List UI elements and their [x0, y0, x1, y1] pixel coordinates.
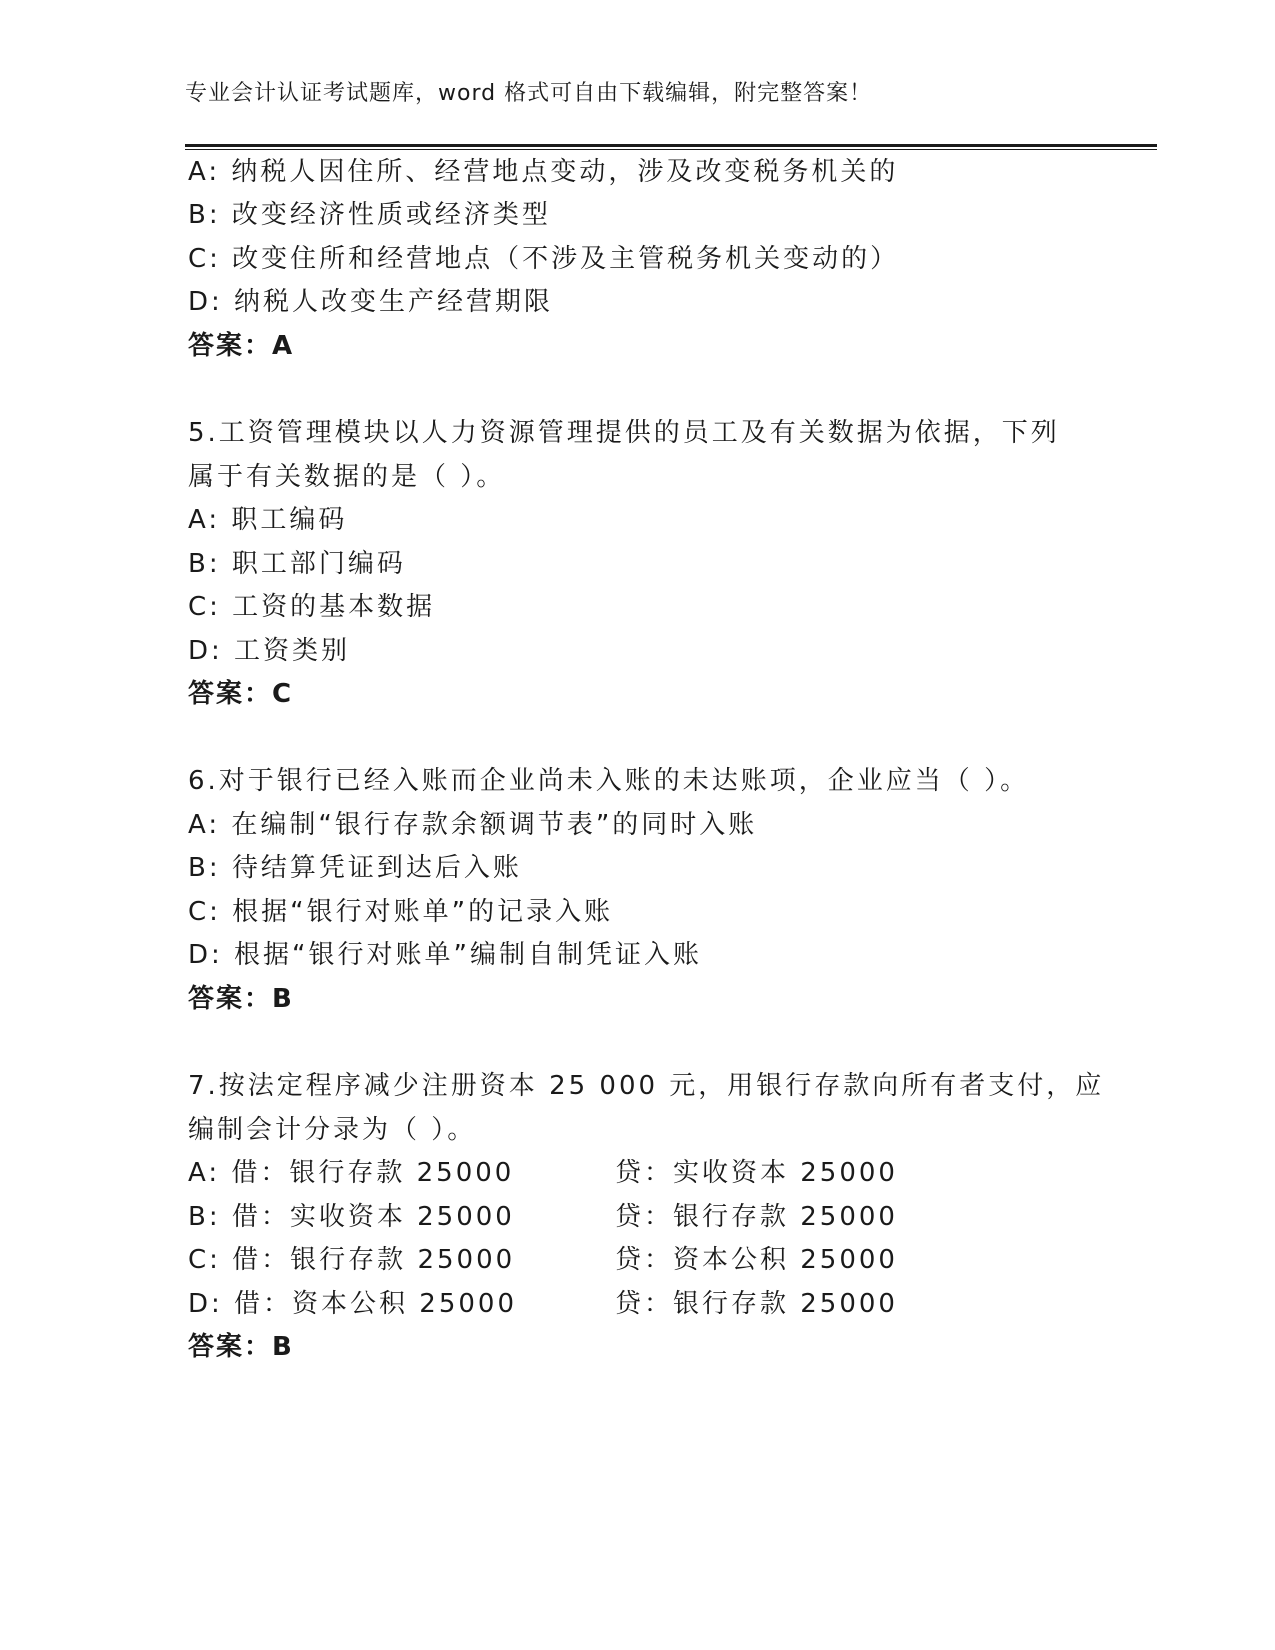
q6-answer: 答案：B [188, 984, 294, 1014]
q4-option-b: B: 改变经济性质或经济类型 [188, 200, 551, 230]
q7-answer: 答案：B [188, 1332, 294, 1362]
q4-answer: 答案：A [188, 331, 295, 361]
q7-option-d-credit: 贷：银行存款 25000 [615, 1289, 898, 1319]
q7-option-a-credit: 贷：实收资本 25000 [615, 1158, 898, 1188]
q5-stem-line1: 5.工资管理模块以人力资源管理提供的员工及有关数据为依据，下列 [188, 418, 1060, 448]
q7-option-d-debit: D: 借：资本公积 25000 [188, 1289, 518, 1319]
q6-stem-line1: 6.对于银行已经入账而企业尚未入账的未达账项，企业应当（ ）。 [188, 766, 1030, 796]
q7-option-c-credit: 贷：资本公积 25000 [615, 1245, 898, 1275]
q5-answer: 答案：C [188, 679, 294, 709]
q5-option-c: C: 工资的基本数据 [188, 592, 436, 622]
header-rule-thin [185, 149, 1157, 150]
q7-option-a-debit: A: 借：银行存款 25000 [188, 1158, 515, 1188]
q5-option-a: A: 职工编码 [188, 505, 348, 535]
q4-option-c: C: 改变住所和经营地点（不涉及主管税务机关变动的） [188, 244, 900, 274]
q7-option-b-credit: 贷：银行存款 25000 [615, 1202, 898, 1232]
q7-option-b-debit: B: 借：实收资本 25000 [188, 1202, 515, 1232]
q6-option-b: B: 待结算凭证到达后入账 [188, 853, 522, 883]
q5-stem-line2: 属于有关数据的是（ ）。 [188, 462, 506, 492]
header-rule-thick [185, 144, 1157, 147]
q4-option-a: A: 纳税人因住所、经营地点变动，涉及改变税务机关的 [188, 157, 899, 187]
q7-stem-line2: 编制会计分录为（ ）。 [188, 1115, 477, 1145]
q7-stem-line1: 7.按法定程序减少注册资本 25 000 元，用银行存款向所有者支付，应 [188, 1071, 1105, 1101]
q5-option-b: B: 职工部门编码 [188, 549, 406, 579]
page-header: 专业会计认证考试题库，word 格式可自由下载编辑，附完整答案！ [185, 81, 873, 106]
q7-option-c-debit: C: 借：银行存款 25000 [188, 1245, 516, 1275]
q5-option-d: D: 工资类别 [188, 636, 351, 666]
q6-option-c: C: 根据“银行对账单”的记录入账 [188, 897, 614, 927]
q6-option-a: A: 在编制“银行存款余额调节表”的同时入账 [188, 810, 758, 840]
q4-option-d: D: 纳税人改变生产经营期限 [188, 287, 554, 317]
q6-option-d: D: 根据“银行对账单”编制自制凭证入账 [188, 940, 702, 970]
